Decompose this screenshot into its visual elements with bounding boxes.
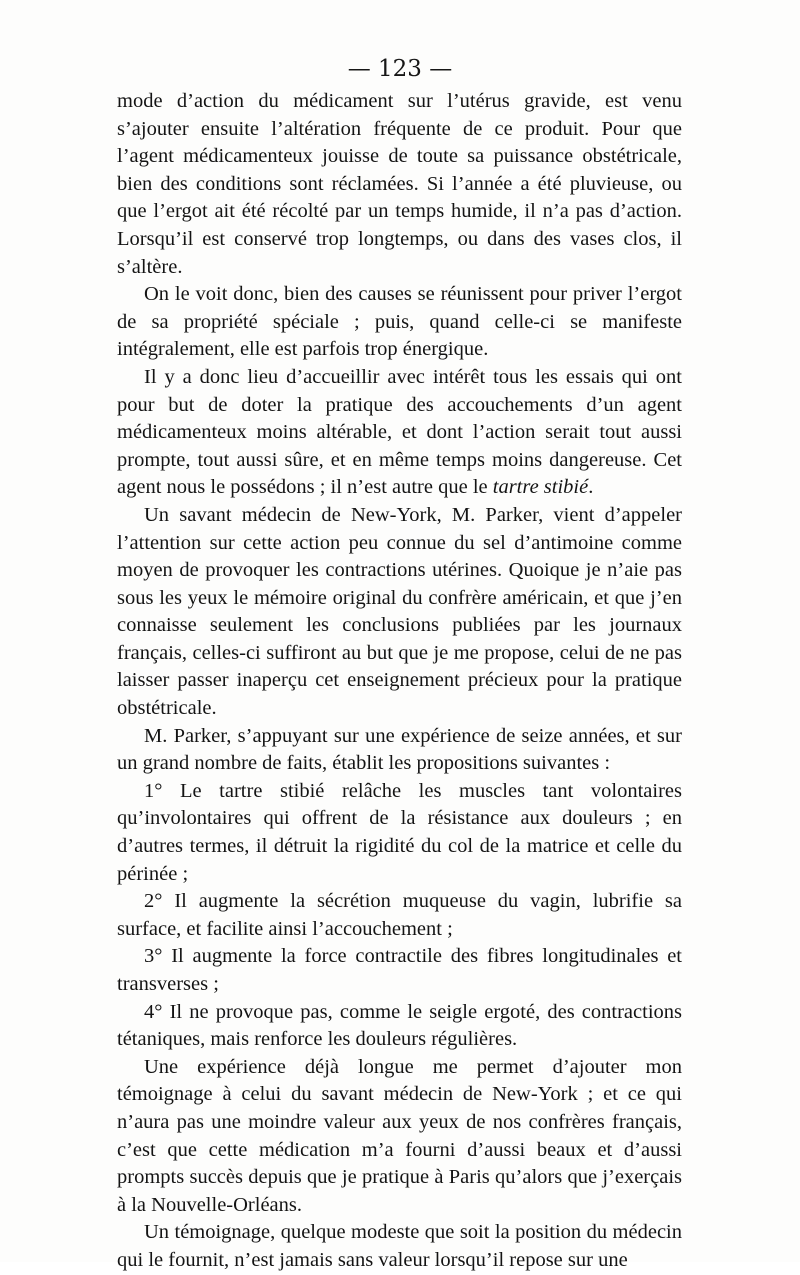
italic-term: tartre stibié [492,476,589,499]
paragraph: Un savant médecin de New-York, M. Parker, vient d’appeler l’attention sur cette action peu connue du sel d’antimoine comme moyen de provoquer les contractions utérines. Quoique je n’aie pas sous les yeux le mémoire original du confrère américain, et que j’en connaisse seulement les conclusions publiées par les journaux français, celles-ci suffiront au but que je me propose, celui de ne pas laisser passer inaperçu cet enseignement précieux pour la pratique obstétricale. [117,503,682,720]
paragraph: On le voit donc, bien des causes se réunissent pour priver l’ergot de sa propriété spéciale ; puis, quand celle-ci se manifeste intégralement, elle est parfois trop énergique. [117,283,682,361]
list-item-proposition-2: 2° Il augmente la sécrétion muqueuse du vagin, lubrifie sa surface, et facilite ainsi l’accouchement ; [117,890,682,940]
paragraph: Un témoignage, quelque modeste que soit la position du médecin qui le fournit, n’est jamais sans valeur lorsqu’il repose sur une [117,1221,682,1271]
list-item-proposition-3: 3° Il augmente la force contractile des fibres longitudinales et transverses ; [117,945,682,995]
paragraph: M. Parker, s’appuyant sur une expérience de seize années, et sur un grand nombre de faits, établit les propositions suivantes : [117,724,682,775]
paragraph [117,364,682,502]
paragraph-continuation: mode d’action du médicament sur l’utérus gravide, est venu s’ajouter ensuite l’altération fréquente de ce produit. Pour que l’agent médicamenteux jouisse de toute sa puissance obstétricale, bien des conditions sont réclamées. Si l’année a été pluvieuse, ou que l’ergot ait été récolté par un temps humide, il n’a pas d’action. Lorsqu’il est conservé trop longtemps, ou dans des vases clos, il s’altère. [117,90,682,278]
page-number: — 123 — [347,56,453,82]
paragraph: Une expérience déjà longue me permet d’ajouter mon témoignage à celui du savant médecin de New-York ; et ce qui n’aura pas une moindre valeur aux yeux de nos confrères français, c’est que cette médication m’a fourni d’aussi beaux et d’aussi prompts succès depuis que je pratique à Paris qu’alors que j’exerçais à la Nouvelle-Orléans. [117,1055,682,1216]
paragraph-text: . [588,476,594,499]
paragraph-text: Il y a donc lieu d’accueillir avec intérêt tous les essais qui ont pour but de doter la pratique des accouchements d’un agent médicamenteux moins altérable, et dont l’action serait tout aussi prompte, tout aussi sûre, et en même temps moins dangereuse. Cet agent nous le possédons ; il n’est autre que le [117,365,682,499]
list-item-proposition-4: 4° Il ne provoque pas, comme le seigle ergoté, des contractions tétaniques, mais renforce les douleurs régulières. [117,1000,682,1051]
list-item-proposition-1: 1° Le tartre stibié relâche les muscles tant volontaires qu’involontaires qui offrent de la résistance aux douleurs ; en d’autres termes, il détruit la rigidité du col de la matrice et celle du périnée ; [117,779,682,885]
body-text [117,88,682,1275]
